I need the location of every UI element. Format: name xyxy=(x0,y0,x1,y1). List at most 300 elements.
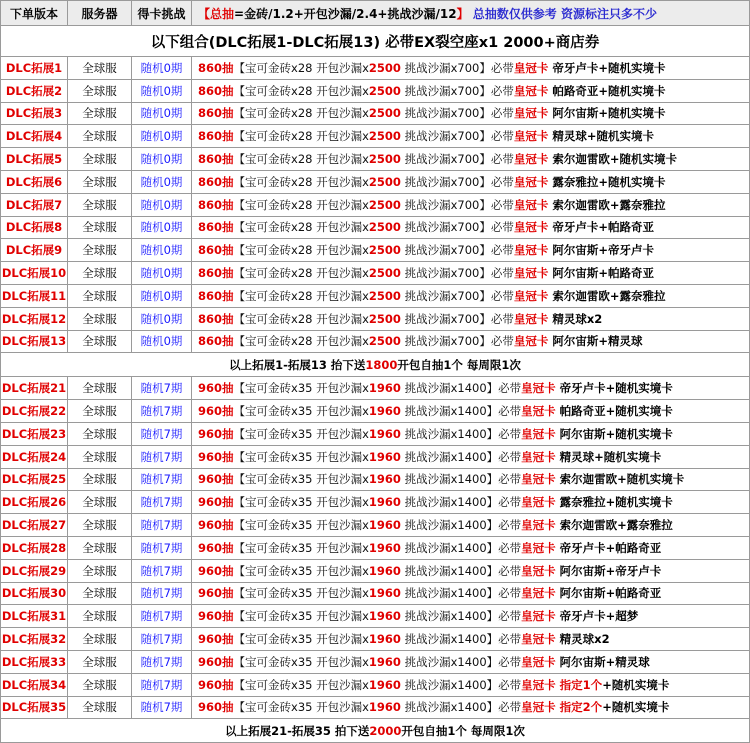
table-row xyxy=(1,491,750,514)
card-combo: 精灵球x2 xyxy=(555,632,610,647)
resource-text: 【宝可金砖x35 开包沙漏x xyxy=(233,472,369,487)
draw-count: 860抽 xyxy=(198,174,234,189)
detail-cell xyxy=(192,491,750,514)
table-row xyxy=(1,307,750,330)
challenge-cell: 随机7期 xyxy=(132,377,192,400)
crown-card: 皇冠卡 xyxy=(513,243,549,258)
draw-count: 960抽 xyxy=(198,404,234,419)
detail-cell xyxy=(192,605,750,628)
hourglass-count: 1960 xyxy=(368,449,401,464)
resource-text-mid: 挑战沙漏x1400】必带 xyxy=(400,632,522,647)
server-cell: 全球服 xyxy=(68,57,132,80)
crown-card: 皇冠卡 xyxy=(521,677,556,692)
challenge-cell: 随机0期 xyxy=(132,102,192,125)
card-combo: 索尔迦雷欧+随机实境卡 xyxy=(555,472,685,487)
card-combo: 索尔迦雷欧+露奈雅拉 xyxy=(548,288,666,303)
table-row xyxy=(1,284,750,307)
challenge-cell: 随机7期 xyxy=(132,445,192,468)
detail-cell xyxy=(192,284,750,307)
server-cell: 全球服 xyxy=(68,605,132,628)
crown-card: 皇冠卡 xyxy=(521,586,556,601)
card-combo: 索尔迦雷欧+露奈雅拉 xyxy=(548,197,666,212)
resource-text: 【宝可金砖x28 开包沙漏x xyxy=(233,83,369,98)
hourglass-count: 1960 xyxy=(368,609,401,624)
table-row xyxy=(1,400,750,423)
resource-text-mid: 挑战沙漏x700】必带 xyxy=(400,334,514,349)
resource-text-mid: 挑战沙漏x1400】必带 xyxy=(400,677,522,692)
version-cell: DLC拓展10 xyxy=(1,262,68,285)
draw-count: 860抽 xyxy=(198,83,234,98)
hourglass-count: 1960 xyxy=(368,540,401,555)
table-row xyxy=(1,148,750,171)
resource-text: 【宝可金砖x35 开包沙漏x xyxy=(233,586,369,601)
resource-text: 【宝可金砖x28 开包沙漏x xyxy=(233,288,369,303)
challenge-cell: 随机0期 xyxy=(132,170,192,193)
hourglass-count: 2500 xyxy=(368,174,401,189)
draw-count: 960抽 xyxy=(198,654,234,669)
version-cell: DLC拓展11 xyxy=(1,284,68,307)
challenge-cell: 随机7期 xyxy=(132,468,192,491)
note-disclaimer: 总抽数仅供参考 资源标注只多不少 xyxy=(472,6,657,21)
table-row xyxy=(1,193,750,216)
resource-text: 【宝可金砖x28 开包沙漏x xyxy=(233,197,369,212)
detail-cell xyxy=(192,102,750,125)
detail-cell xyxy=(192,193,750,216)
version-cell: DLC拓展1 xyxy=(1,57,68,80)
hourglass-count: 2500 xyxy=(368,288,401,303)
table-row xyxy=(1,445,750,468)
server-cell: 全球服 xyxy=(68,284,132,307)
resource-text-mid: 挑战沙漏x700】必带 xyxy=(400,129,514,144)
detail-cell xyxy=(192,125,750,148)
draw-count: 960抽 xyxy=(198,381,234,396)
card-combo: +随机实境卡 xyxy=(602,677,670,692)
server-cell: 全球服 xyxy=(68,491,132,514)
detail-cell xyxy=(192,57,750,80)
resource-text-mid: 挑战沙漏x700】必带 xyxy=(400,106,514,121)
version-cell: DLC拓展34 xyxy=(1,673,68,696)
server-cell: 全球服 xyxy=(68,696,132,719)
version-cell: DLC拓展3 xyxy=(1,102,68,125)
version-cell: DLC拓展4 xyxy=(1,125,68,148)
challenge-cell: 随机7期 xyxy=(132,582,192,605)
challenge-cell: 随机7期 xyxy=(132,400,192,423)
detail-cell xyxy=(192,696,750,719)
version-cell: DLC拓展5 xyxy=(1,148,68,171)
draw-count: 960抽 xyxy=(198,677,234,692)
version-cell: DLC拓展9 xyxy=(1,239,68,262)
version-cell: DLC拓展25 xyxy=(1,468,68,491)
resource-text: 【宝可金砖x35 开包沙漏x xyxy=(233,495,369,510)
table-row xyxy=(1,57,750,80)
footer-text-end: 开包自抽1个 每周限1次 xyxy=(401,723,525,738)
hourglass-count: 1960 xyxy=(368,700,401,715)
challenge-cell: 随机0期 xyxy=(132,330,192,353)
draw-count: 860抽 xyxy=(198,220,234,235)
card-combo: 阿尔宙斯+随机实境卡 xyxy=(555,426,673,441)
challenge-cell: 随机0期 xyxy=(132,125,192,148)
card-combo: 阿尔宙斯+精灵球 xyxy=(548,334,643,349)
resource-text-mid: 挑战沙漏x700】必带 xyxy=(400,152,514,167)
detail-cell xyxy=(192,422,750,445)
crown-card: 皇冠卡 xyxy=(513,60,549,75)
table-row xyxy=(1,262,750,285)
card-combo: 精灵球+随机实境卡 xyxy=(555,449,662,464)
detail-cell xyxy=(192,650,750,673)
draw-count: 960抽 xyxy=(198,495,234,510)
table-row xyxy=(1,125,750,148)
version-cell: DLC拓展27 xyxy=(1,514,68,537)
detail-cell xyxy=(192,307,750,330)
server-cell: 全球服 xyxy=(68,79,132,102)
table-row xyxy=(1,468,750,491)
group-footer-row xyxy=(1,353,750,377)
resource-text: 【宝可金砖x28 开包沙漏x xyxy=(233,311,369,326)
resource-text-mid: 挑战沙漏x1400】必带 xyxy=(400,700,522,715)
table-row xyxy=(1,422,750,445)
version-cell: DLC拓展32 xyxy=(1,628,68,651)
hourglass-count: 1960 xyxy=(368,381,401,396)
resource-text-mid: 挑战沙漏x1400】必带 xyxy=(400,381,522,396)
server-cell: 全球服 xyxy=(68,445,132,468)
server-cell: 全球服 xyxy=(68,650,132,673)
detail-cell xyxy=(192,673,750,696)
draw-count: 960抽 xyxy=(198,540,234,555)
server-cell: 全球服 xyxy=(68,216,132,239)
card-combo: 帕路奇亚+随机实境卡 xyxy=(555,404,673,419)
detail-cell xyxy=(192,262,750,285)
version-cell: DLC拓展2 xyxy=(1,79,68,102)
card-combo: 阿尔宙斯+帕路奇亚 xyxy=(555,586,662,601)
version-cell: DLC拓展29 xyxy=(1,559,68,582)
header-server: 服务器 xyxy=(68,1,132,26)
draw-count: 860抽 xyxy=(198,288,234,303)
draw-count: 960抽 xyxy=(198,632,234,647)
table-row xyxy=(1,696,750,719)
hourglass-count: 1960 xyxy=(368,518,401,533)
table-row xyxy=(1,605,750,628)
draw-count: 960抽 xyxy=(198,518,234,533)
note-total-label: 总抽 xyxy=(210,6,235,21)
challenge-cell: 随机7期 xyxy=(132,628,192,651)
crown-card: 皇冠卡 xyxy=(521,404,556,419)
server-cell: 全球服 xyxy=(68,468,132,491)
header-note xyxy=(192,1,750,26)
version-cell: DLC拓展21 xyxy=(1,377,68,400)
challenge-cell: 随机0期 xyxy=(132,57,192,80)
draw-count: 860抽 xyxy=(198,311,234,326)
server-cell: 全球服 xyxy=(68,330,132,353)
resource-text-mid: 挑战沙漏x700】必带 xyxy=(400,243,514,258)
special-pick: 指定2个 xyxy=(555,700,603,715)
resource-text: 【宝可金砖x35 开包沙漏x xyxy=(233,404,369,419)
resource-text-mid: 挑战沙漏x1400】必带 xyxy=(400,426,522,441)
resource-text-mid: 挑战沙漏x1400】必带 xyxy=(400,654,522,669)
resource-text: 【宝可金砖x28 开包沙漏x xyxy=(233,106,369,121)
table-row xyxy=(1,536,750,559)
crown-card: 皇冠卡 xyxy=(521,472,556,487)
detail-cell xyxy=(192,445,750,468)
resource-text: 【宝可金砖x28 开包沙漏x xyxy=(233,129,369,144)
detail-cell xyxy=(192,628,750,651)
detail-cell xyxy=(192,400,750,423)
crown-card: 皇冠卡 xyxy=(513,334,549,349)
table-row xyxy=(1,239,750,262)
server-cell: 全球服 xyxy=(68,125,132,148)
header-challenge: 得卡挑战 xyxy=(132,1,192,26)
resource-text: 【宝可金砖x28 开包沙漏x xyxy=(233,152,369,167)
challenge-cell: 随机0期 xyxy=(132,284,192,307)
version-cell: DLC拓展7 xyxy=(1,193,68,216)
footer-text: 以上拓展21-拓展35 拍下送 xyxy=(225,723,370,738)
challenge-cell: 随机7期 xyxy=(132,605,192,628)
version-cell: DLC拓展8 xyxy=(1,216,68,239)
card-combo: 帝牙卢卡+帕路奇亚 xyxy=(555,540,662,555)
hourglass-count: 2500 xyxy=(368,266,401,281)
hourglass-count: 1960 xyxy=(368,495,401,510)
draw-count: 960抽 xyxy=(198,563,234,578)
header-version: 下单版本 xyxy=(1,1,68,26)
note-bracket-close: 】 xyxy=(456,6,469,21)
challenge-cell: 随机0期 xyxy=(132,216,192,239)
crown-card: 皇冠卡 xyxy=(513,174,549,189)
table-row xyxy=(1,79,750,102)
crown-card: 皇冠卡 xyxy=(513,197,549,212)
challenge-cell: 随机7期 xyxy=(132,673,192,696)
footer-text: 以上拓展1-拓展13 抬下送 xyxy=(229,357,366,372)
detail-cell xyxy=(192,148,750,171)
version-cell: DLC拓展6 xyxy=(1,170,68,193)
challenge-cell: 随机7期 xyxy=(132,514,192,537)
detail-cell xyxy=(192,330,750,353)
version-cell: DLC拓展28 xyxy=(1,536,68,559)
crown-card: 皇冠卡 xyxy=(513,83,549,98)
challenge-cell: 随机0期 xyxy=(132,193,192,216)
resource-text: 【宝可金砖x28 开包沙漏x xyxy=(233,174,369,189)
hourglass-count: 1960 xyxy=(368,563,401,578)
draw-count: 860抽 xyxy=(198,197,234,212)
hourglass-count: 1960 xyxy=(368,654,401,669)
hourglass-count: 1960 xyxy=(368,677,401,692)
version-cell: DLC拓展13 xyxy=(1,330,68,353)
table-row xyxy=(1,673,750,696)
hourglass-count: 2500 xyxy=(368,334,401,349)
hourglass-count: 1960 xyxy=(368,632,401,647)
challenge-cell: 随机7期 xyxy=(132,559,192,582)
table-row xyxy=(1,216,750,239)
resource-text: 【宝可金砖x35 开包沙漏x xyxy=(233,518,369,533)
draw-count: 960抽 xyxy=(198,609,234,624)
resource-text: 【宝可金砖x28 开包沙漏x xyxy=(233,220,369,235)
resource-text: 【宝可金砖x28 开包沙漏x xyxy=(233,266,369,281)
header-row xyxy=(1,1,750,26)
resource-text: 【宝可金砖x35 开包沙漏x xyxy=(233,540,369,555)
server-cell: 全球服 xyxy=(68,102,132,125)
card-combo: 帝牙卢卡+帕路奇亚 xyxy=(548,220,654,235)
resource-text: 【宝可金砖x35 开包沙漏x xyxy=(233,632,369,647)
resource-text-mid: 挑战沙漏x1400】必带 xyxy=(400,495,522,510)
group-footer xyxy=(1,719,750,743)
footer-bonus: 2000 xyxy=(369,723,402,738)
resource-text: 【宝可金砖x35 开包沙漏x xyxy=(233,700,369,715)
crown-card: 皇冠卡 xyxy=(521,540,556,555)
card-combo: 帕路奇亚+随机实境卡 xyxy=(548,83,666,98)
detail-cell xyxy=(192,559,750,582)
crown-card: 皇冠卡 xyxy=(513,288,549,303)
challenge-cell: 随机7期 xyxy=(132,650,192,673)
hourglass-count: 2500 xyxy=(368,243,401,258)
card-combo: 阿尔宙斯+精灵球 xyxy=(555,654,650,669)
resource-text-mid: 挑战沙漏x1400】必带 xyxy=(400,586,522,601)
server-cell: 全球服 xyxy=(68,559,132,582)
table-row xyxy=(1,170,750,193)
crown-card: 皇冠卡 xyxy=(513,311,549,326)
draw-count: 860抽 xyxy=(198,106,234,121)
card-combo: 阿尔宙斯+帕路奇亚 xyxy=(548,266,654,281)
footer-text-end: 开包自抽1个 每周限1次 xyxy=(397,357,521,372)
group-footer xyxy=(1,353,750,377)
crown-card: 皇冠卡 xyxy=(521,563,556,578)
version-cell: DLC拓展22 xyxy=(1,400,68,423)
draw-count: 960抽 xyxy=(198,426,234,441)
hourglass-count: 2500 xyxy=(368,220,401,235)
table-row xyxy=(1,514,750,537)
detail-cell xyxy=(192,468,750,491)
draw-count: 860抽 xyxy=(198,129,234,144)
server-cell: 全球服 xyxy=(68,422,132,445)
crown-card: 皇冠卡 xyxy=(521,426,556,441)
card-combo: 露奈雅拉+随机实境卡 xyxy=(548,174,666,189)
resource-text-mid: 挑战沙漏x1400】必带 xyxy=(400,540,522,555)
server-cell: 全球服 xyxy=(68,148,132,171)
banner-row xyxy=(1,26,750,57)
resource-text-mid: 挑战沙漏x700】必带 xyxy=(400,266,514,281)
crown-card: 皇冠卡 xyxy=(513,152,549,167)
card-combo: 阿尔宙斯+随机实境卡 xyxy=(548,106,666,121)
hourglass-count: 1960 xyxy=(368,426,401,441)
version-cell: DLC拓展12 xyxy=(1,307,68,330)
card-combo: 索尔迦雷欧+露奈雅拉 xyxy=(555,518,673,533)
server-cell: 全球服 xyxy=(68,673,132,696)
challenge-cell: 随机7期 xyxy=(132,696,192,719)
table-row xyxy=(1,330,750,353)
version-cell: DLC拓展35 xyxy=(1,696,68,719)
hourglass-count: 1960 xyxy=(368,472,401,487)
crown-card: 皇冠卡 xyxy=(513,129,549,144)
resource-text-mid: 挑战沙漏x700】必带 xyxy=(400,197,514,212)
resource-text: 【宝可金砖x35 开包沙漏x xyxy=(233,677,369,692)
resource-text-mid: 挑战沙漏x700】必带 xyxy=(400,288,514,303)
hourglass-count: 2500 xyxy=(368,197,401,212)
crown-card: 皇冠卡 xyxy=(513,266,549,281)
challenge-cell: 随机0期 xyxy=(132,148,192,171)
crown-card: 皇冠卡 xyxy=(513,106,549,121)
resource-text-mid: 挑战沙漏x1400】必带 xyxy=(400,518,522,533)
detail-cell xyxy=(192,582,750,605)
resource-text-mid: 挑战沙漏x1400】必带 xyxy=(400,404,522,419)
challenge-cell: 随机7期 xyxy=(132,491,192,514)
resource-text-mid: 挑战沙漏x1400】必带 xyxy=(400,472,522,487)
detail-cell xyxy=(192,239,750,262)
draw-count: 960抽 xyxy=(198,472,234,487)
server-cell: 全球服 xyxy=(68,400,132,423)
resource-text-mid: 挑战沙漏x700】必带 xyxy=(400,311,514,326)
hourglass-count: 2500 xyxy=(368,152,401,167)
table-row xyxy=(1,582,750,605)
version-cell: DLC拓展33 xyxy=(1,650,68,673)
draw-count: 860抽 xyxy=(198,243,234,258)
table-row xyxy=(1,628,750,651)
card-combo: 索尔迦雷欧+随机实境卡 xyxy=(548,152,677,167)
server-cell: 全球服 xyxy=(68,536,132,559)
resource-text: 【宝可金砖x35 开包沙漏x xyxy=(233,563,369,578)
resource-text: 【宝可金砖x35 开包沙漏x xyxy=(233,654,369,669)
detail-cell xyxy=(192,536,750,559)
challenge-cell: 随机7期 xyxy=(132,536,192,559)
card-combo: 帝牙卢卡+随机实境卡 xyxy=(548,60,666,75)
crown-card: 皇冠卡 xyxy=(521,632,556,647)
card-combo: 精灵球x2 xyxy=(548,311,603,326)
crown-card: 皇冠卡 xyxy=(521,381,556,396)
resource-text: 【宝可金砖x35 开包沙漏x xyxy=(233,609,369,624)
card-combo: 露奈雅拉+随机实境卡 xyxy=(555,495,673,510)
hourglass-count: 1960 xyxy=(368,586,401,601)
draw-count: 960抽 xyxy=(198,449,234,464)
challenge-cell: 随机0期 xyxy=(132,239,192,262)
detail-cell xyxy=(192,170,750,193)
card-combo: +随机实境卡 xyxy=(602,700,670,715)
server-cell: 全球服 xyxy=(68,193,132,216)
version-cell: DLC拓展23 xyxy=(1,422,68,445)
hourglass-count: 2500 xyxy=(368,129,401,144)
challenge-cell: 随机0期 xyxy=(132,79,192,102)
challenge-cell: 随机0期 xyxy=(132,262,192,285)
hourglass-count: 2500 xyxy=(368,311,401,326)
draw-count: 960抽 xyxy=(198,586,234,601)
server-cell: 全球服 xyxy=(68,262,132,285)
draw-count: 960抽 xyxy=(198,700,234,715)
resource-text-mid: 挑战沙漏x1400】必带 xyxy=(400,449,522,464)
hourglass-count: 2500 xyxy=(368,83,401,98)
crown-card: 皇冠卡 xyxy=(521,495,556,510)
draw-count: 860抽 xyxy=(198,152,234,167)
resource-text: 【宝可金砖x35 开包沙漏x xyxy=(233,449,369,464)
detail-cell xyxy=(192,79,750,102)
crown-card: 皇冠卡 xyxy=(521,654,556,669)
server-cell: 全球服 xyxy=(68,170,132,193)
special-pick: 指定1个 xyxy=(555,677,603,692)
note-bracket-open: 【 xyxy=(198,6,211,21)
table-row xyxy=(1,650,750,673)
resource-text: 【宝可金砖x28 开包沙漏x xyxy=(233,243,369,258)
resource-text-mid: 挑战沙漏x1400】必带 xyxy=(400,563,522,578)
crown-card: 皇冠卡 xyxy=(513,220,549,235)
crown-card: 皇冠卡 xyxy=(521,449,556,464)
challenge-cell: 随机7期 xyxy=(132,422,192,445)
version-cell: DLC拓展30 xyxy=(1,582,68,605)
card-combo: 阿尔宙斯+帝牙卢卡 xyxy=(548,243,654,258)
draw-count: 860抽 xyxy=(198,60,234,75)
card-combo: 帝牙卢卡+随机实境卡 xyxy=(555,381,673,396)
resource-text-mid: 挑战沙漏x1400】必带 xyxy=(400,609,522,624)
server-cell: 全球服 xyxy=(68,514,132,537)
server-cell: 全球服 xyxy=(68,239,132,262)
resource-text-mid: 挑战沙漏x700】必带 xyxy=(400,60,514,75)
version-cell: DLC拓展31 xyxy=(1,605,68,628)
resource-text: 【宝可金砖x35 开包沙漏x xyxy=(233,381,369,396)
hourglass-count: 2500 xyxy=(368,60,401,75)
crown-card: 皇冠卡 xyxy=(521,518,556,533)
